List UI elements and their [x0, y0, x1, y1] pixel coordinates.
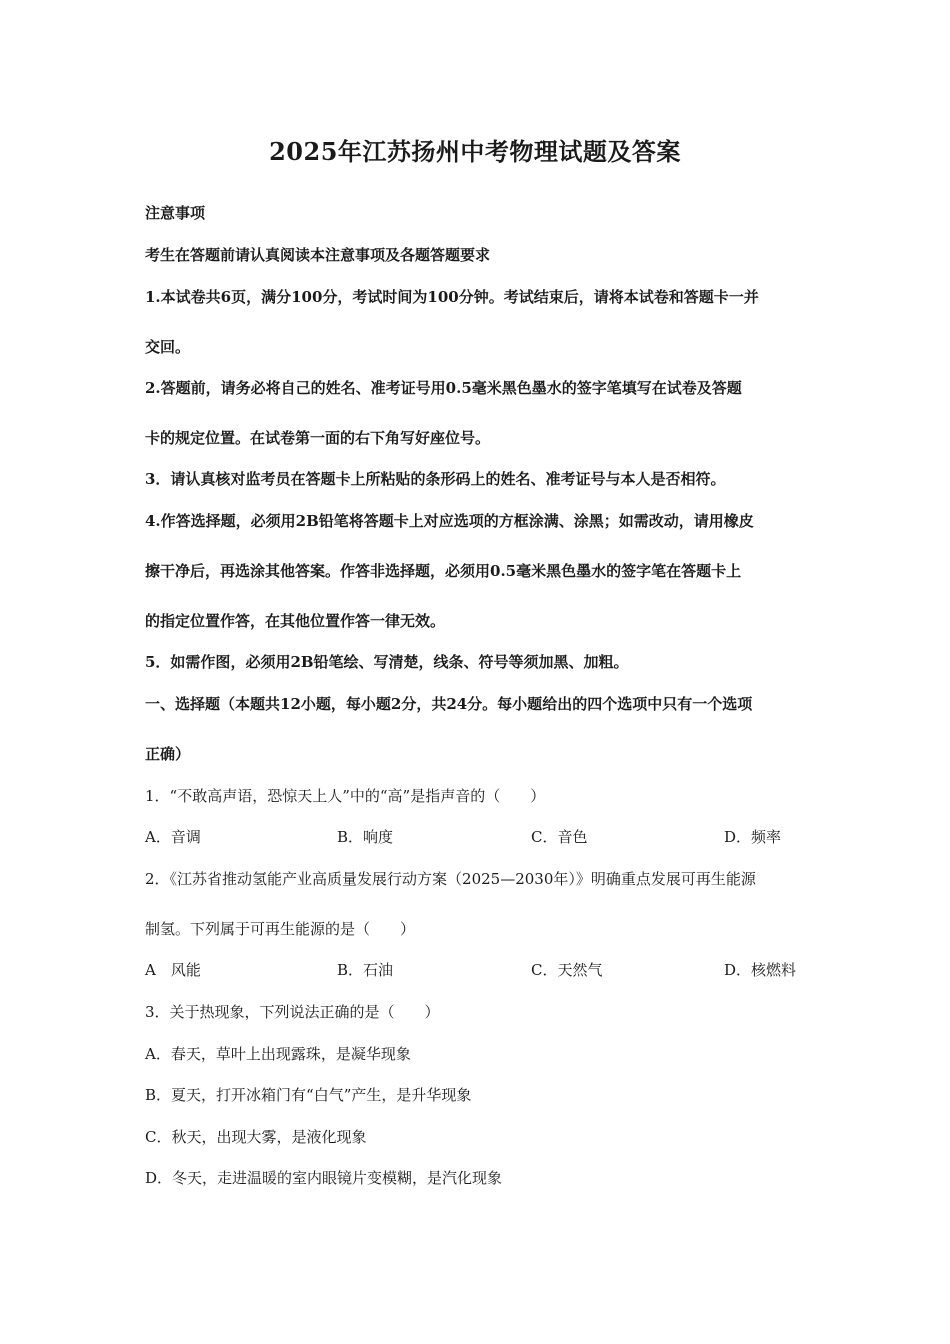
question-1-option-b: B．响度 — [337, 828, 394, 846]
question-3-option-b: B．夏天，打开冰箱门有“白气”产生，是升华现象 — [145, 1086, 472, 1104]
section-1-heading-line-1: 一、选择题（本题共12小题，每小题2分，共24分。每小题给出的四个选项中只有一个选项 — [145, 695, 753, 713]
question-1-stem: 1．“不敢高声语，恐惊天上人”中的“高”是指声音的（ ） — [145, 787, 546, 805]
notice-item-4-line-2: 擦干净后，再选涂其他答案。作答非选择题，必须用0.5毫米黑色墨水的签字笔在答题卡上 — [145, 562, 742, 580]
question-3-stem: 3．关于热现象，下列说法正确的是（ ） — [145, 1003, 440, 1021]
question-2-stem-line-2: 制氢。下列属于可再生能源的是（ ） — [145, 920, 416, 938]
question-2-option-c: C．天然气 — [531, 961, 603, 979]
notice-item-3: 3．请认真核对监考员在答题卡上所粘贴的条形码上的姓名、准考证号与本人是否相符。 — [145, 470, 726, 488]
document-title: 2025年江苏扬州中考物理试题及答案 — [269, 137, 681, 166]
question-1-option-c: C．音色 — [531, 828, 588, 846]
notice-item-2-line-2: 卡的规定位置。在试卷第一面的右下角写好座位号。 — [145, 429, 491, 447]
notice-item-5: 5．如需作图，必须用2B铅笔绘、写清楚，线条、符号等须加黑、加粗。 — [145, 653, 629, 671]
notice-item-4-line-1: 4.作答选择题，必须用2B铅笔将答题卡上对应选项的方框涂满、涂黑；如需改动，请用橡皮 — [145, 512, 754, 530]
notice-item-1-line-2: 交回。 — [145, 338, 191, 356]
notice-heading: 注意事项 — [145, 204, 206, 222]
question-1-option-d: D．频率 — [724, 828, 782, 846]
question-2-option-d: D．核燃料 — [724, 961, 797, 979]
question-3-option-c: C．秋天，出现大雾，是液化现象 — [145, 1128, 367, 1146]
question-2-stem-line-1: 2．《江苏省推动氢能产业高质量发展行动方案（2025—2030年）》明确重点发展可再生能源 — [145, 870, 756, 888]
notice-item-4-line-3: 的指定位置作答，在其他位置作答一律无效。 — [145, 612, 446, 630]
section-1-heading-line-2: 正确） — [145, 745, 191, 763]
notice-item-1-line-1: 1.本试卷共6页，满分100分，考试时间为100分钟。考试结束后，请将本试卷和答题卡一并 — [145, 288, 759, 306]
notice-item-2-line-1: 2.答题前，请务必将自己的姓名、准考证号用0.5毫米黑色墨水的签字笔填写在试卷及答题 — [145, 379, 742, 397]
question-1-option-a: A．音调 — [145, 828, 201, 846]
question-2-option-b: B．石油 — [337, 961, 394, 979]
question-2-option-a: A 风能 — [145, 961, 201, 979]
question-3-option-a: A．春天，草叶上出现露珠，是凝华现象 — [145, 1045, 411, 1063]
notice-intro: 考生在答题前请认真阅读本注意事项及各题答题要求 — [145, 246, 491, 264]
question-3-option-d: D．冬天，走进温暖的室内眼镜片变模糊，是汽化现象 — [145, 1169, 503, 1187]
